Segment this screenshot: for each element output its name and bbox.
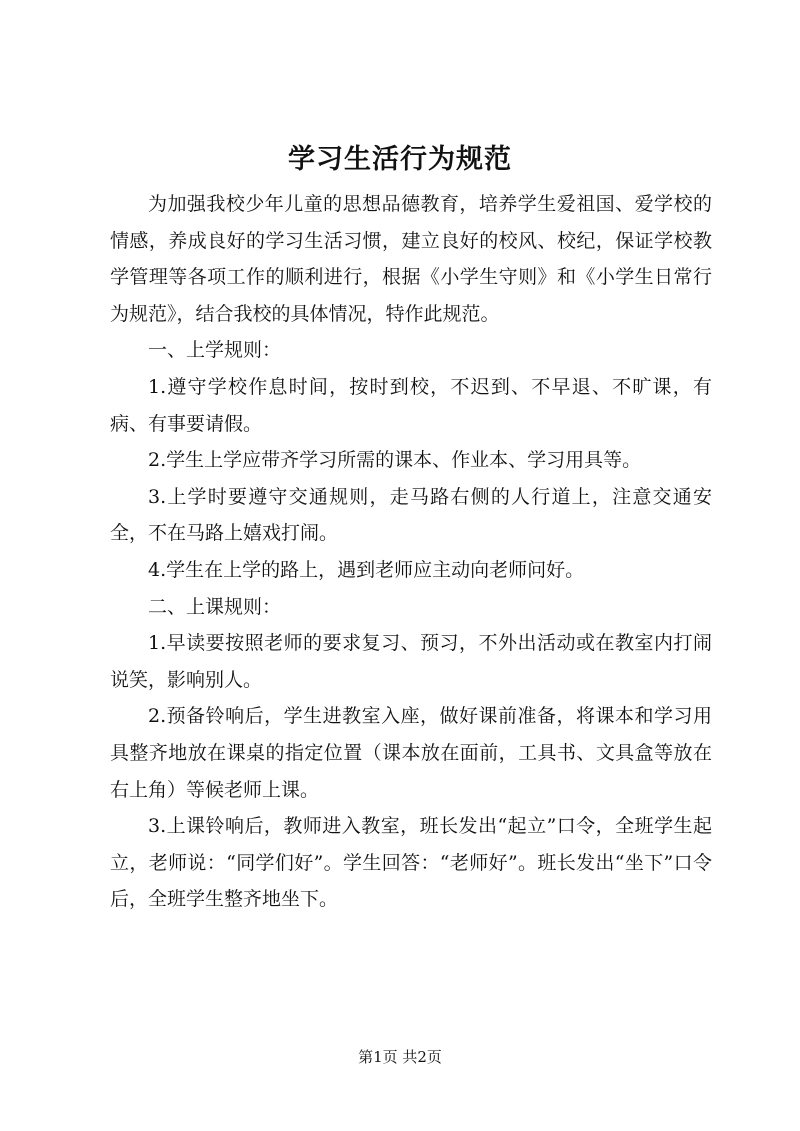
rule-paragraph: 1.遵守学校作息时间，按时到校，不迟到、不早退、不旷课，有病、有事要请假。 (110, 375, 712, 435)
rule-paragraph: 1.早读要按照老师的要求复习、预习，不外出活动或在教室内打闹说笑，影响别人。 (110, 632, 712, 691)
rule-paragraph: 2.学生上学应带齐学习所需的课本、作业本、学习用具等。 (148, 449, 642, 472)
rule-paragraph: 3.上课铃响后，教师进入教室，班长发出“起立”口令，全班学生起立，老师说：“同学们好”。学生回答：“老师好”。班长发出“坐下”口令后，全班学生整齐地坐下。 (110, 815, 712, 911)
rule-paragraph: 4.学生在上学的路上，遇到老师应主动向老师问好。 (148, 558, 585, 581)
section-heading-2: 二、上课规则： (148, 595, 282, 618)
page-title: 学习生活行为规范 (288, 144, 512, 175)
rule-paragraph: 3.上学时要遵守交通规则，走马路右侧的人行道上，注意交通安全，不在马路上嬉戏打闹。 (110, 485, 712, 545)
page-indicator: 第1页 共2页 (358, 1048, 442, 1066)
document-body (110, 186, 712, 918)
rule-paragraph: 2.预备铃响后，学生进教室入座，做好课前准备，将课本和学习用具整齐地放在课桌的指定位置（课本放在面前，工具书、文具盒等放在右上角）等候老师上课。 (110, 705, 712, 801)
section-heading-1: 一、上学规则： (148, 339, 282, 362)
intro-paragraph: 为加强我校少年儿童的思想品德教育，培养学生爱祖国、爱学校的情感，养成良好的学习生活习惯，建立良好的校风、校纪，保证学校教学管理等各项工作的顺利进行，根据《小学生守则》和《小学生日常行为规范》，结合我校的具体情况，特作此规范。 (110, 193, 712, 325)
